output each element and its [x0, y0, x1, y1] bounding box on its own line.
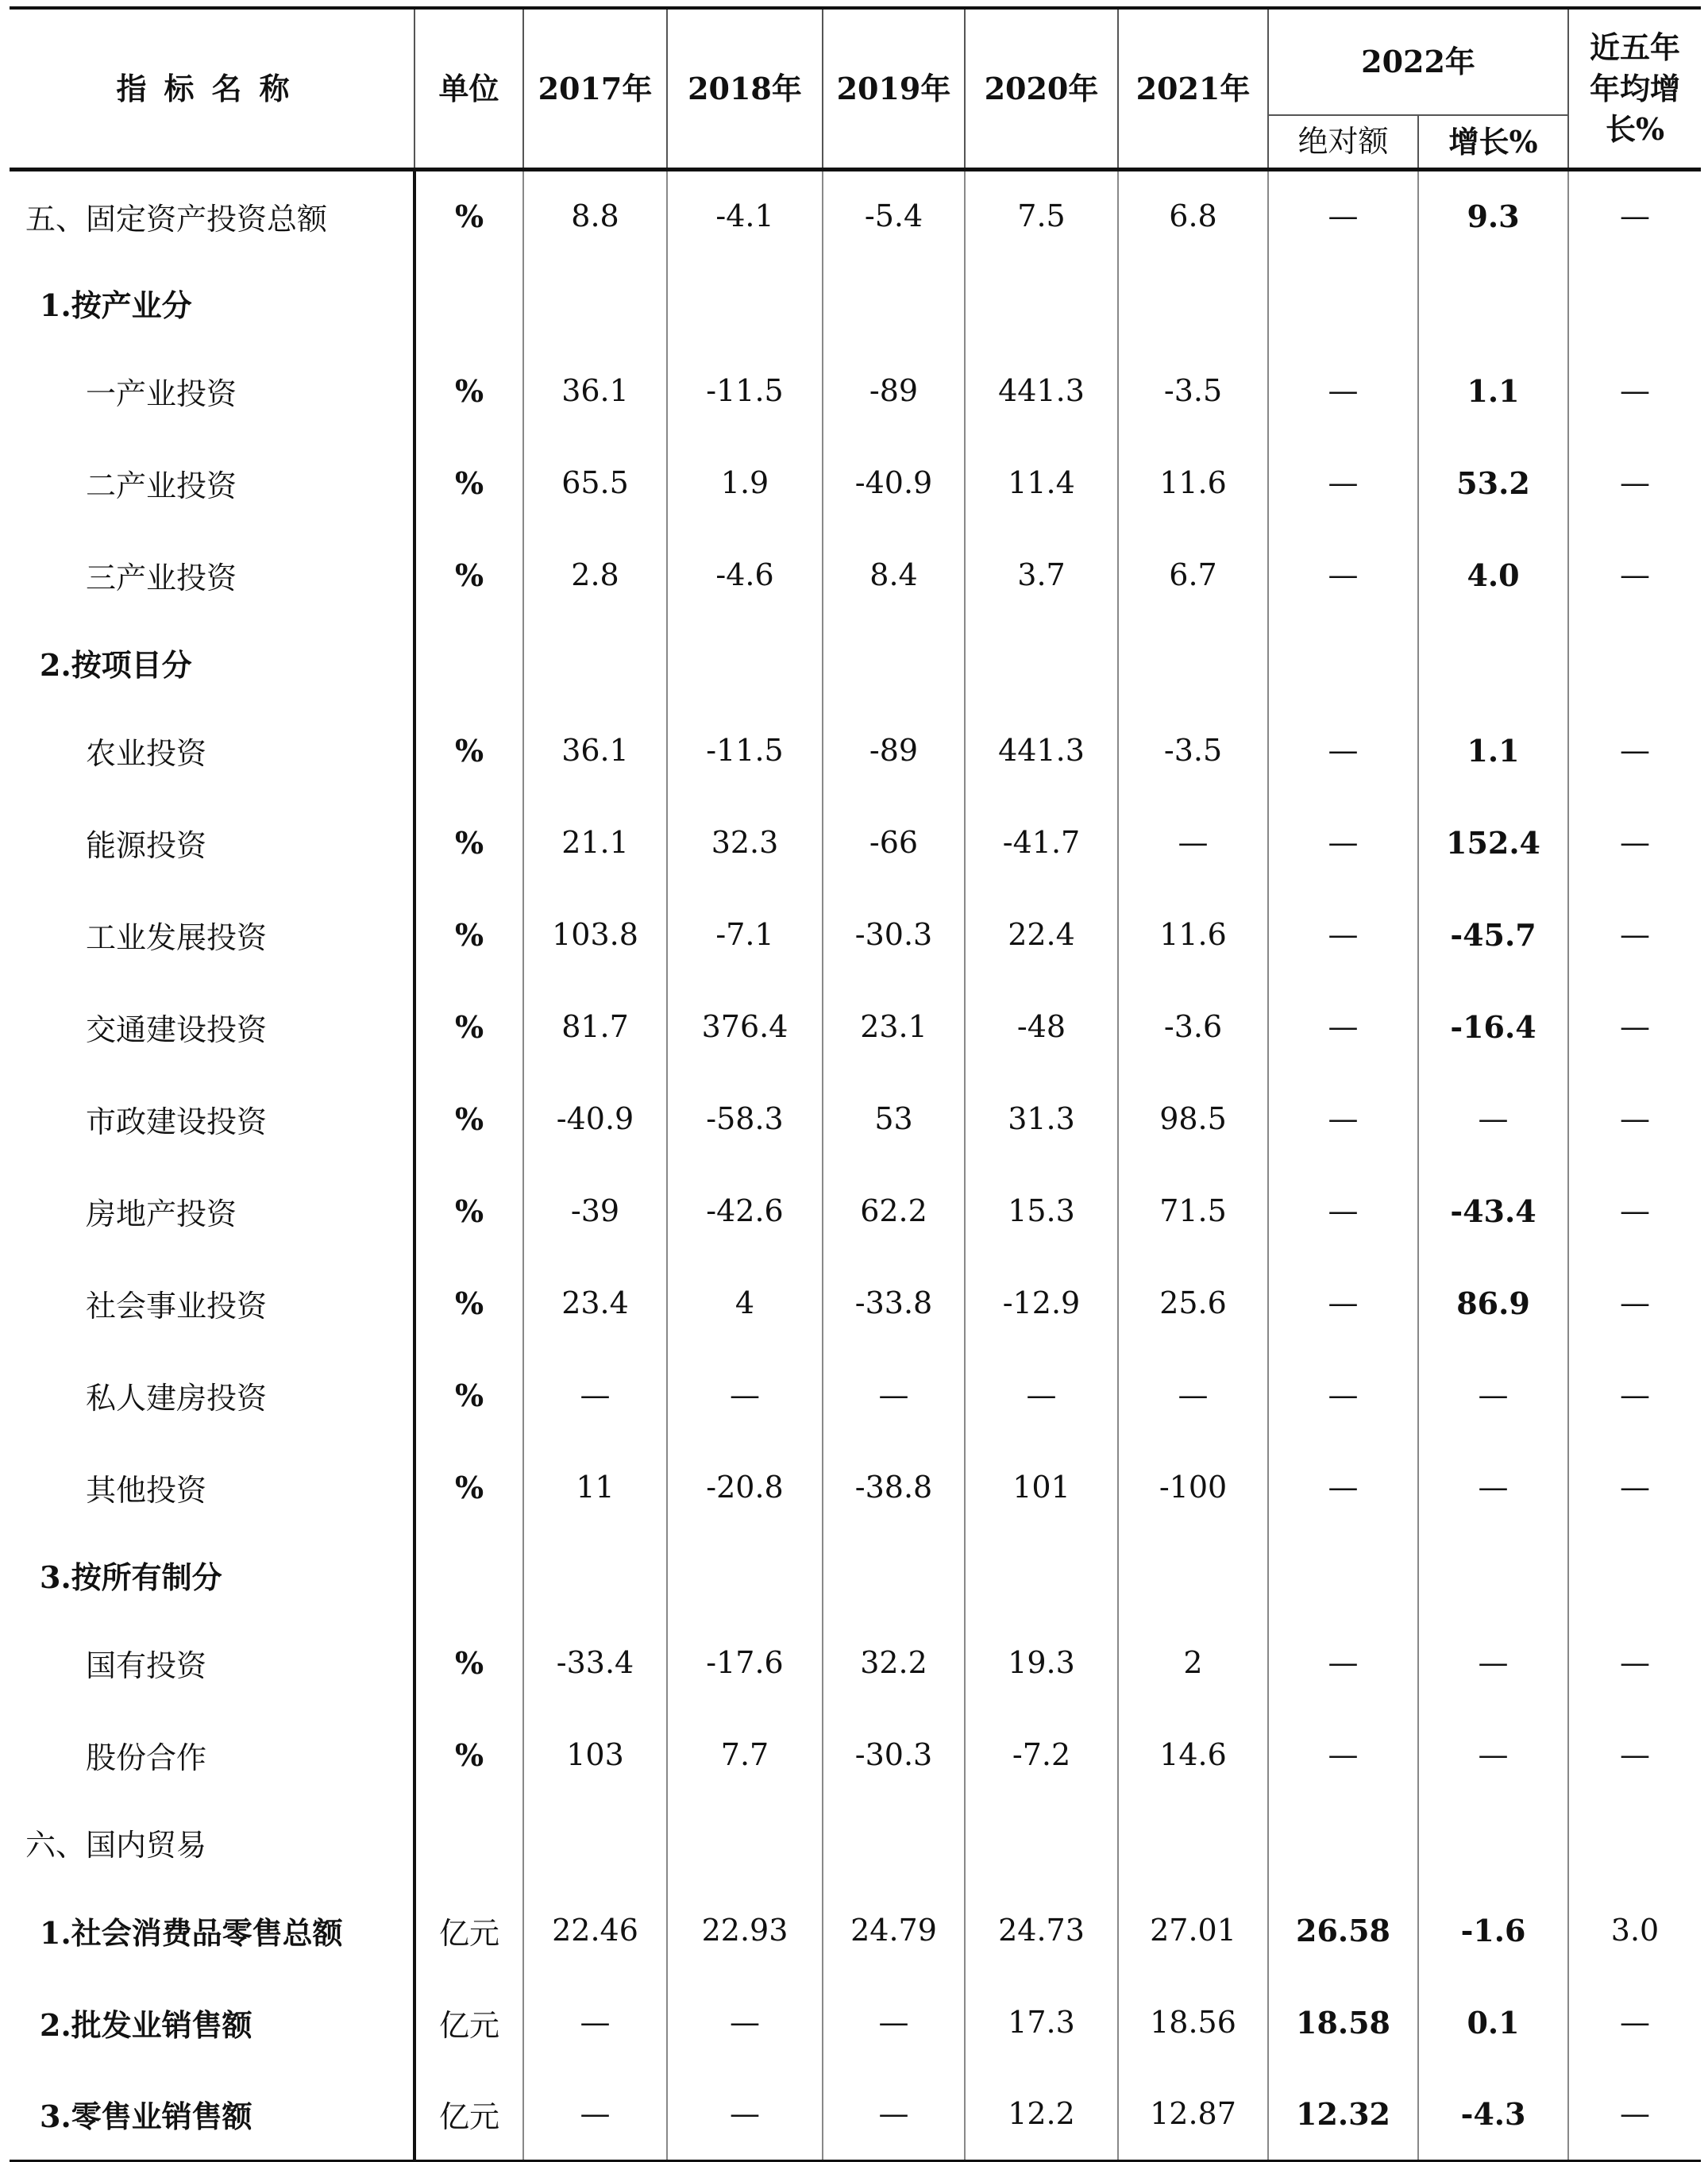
row-value [1568, 1801, 1701, 1884]
row-value: 26.58 [1268, 1884, 1418, 1976]
row-value: -3.6 [1118, 981, 1268, 1073]
row-label: 三产业投资 [10, 529, 414, 621]
row-value [1418, 261, 1568, 345]
row-value: 17.3 [965, 1976, 1118, 2068]
row-value: — [1418, 1709, 1568, 1801]
row-value: 23.4 [523, 1257, 667, 1349]
row-value: 12.87 [1118, 2068, 1268, 2160]
table-row [10, 1165, 1701, 1257]
row-value [1118, 261, 1268, 345]
row-unit [414, 261, 523, 345]
row-value: — [1620, 917, 1651, 952]
header-five-year-avg: 近五年年均增长% [1568, 8, 1701, 169]
row-value: — [1620, 1378, 1651, 1412]
row-value: -30.3 [823, 888, 965, 981]
row-value [1268, 621, 1418, 704]
row-value: 22.46 [523, 1884, 667, 1976]
row-label: 农业投资 [10, 704, 414, 796]
row-value [1418, 621, 1568, 704]
row-value: 11.6 [1118, 437, 1268, 529]
row-unit: 亿元 [414, 2068, 523, 2160]
row-value: -66 [823, 796, 965, 888]
row-value: — [1268, 796, 1418, 888]
row-value: 8.4 [823, 529, 965, 621]
row-label: 二产业投资 [10, 437, 414, 529]
row-value: 53 [823, 1073, 965, 1165]
row-value: -100 [1118, 1441, 1268, 1533]
row-value: — [1118, 1349, 1268, 1441]
row-value [965, 1801, 1118, 1884]
row-value [965, 621, 1118, 704]
row-value: — [1418, 1617, 1568, 1709]
row-label: 股份合作 [10, 1709, 414, 1801]
row-value: — [1268, 1617, 1418, 1709]
row-value: 53.2 [1418, 437, 1568, 529]
row-label: 3.零售业销售额 [10, 2068, 414, 2160]
row-value: 6.7 [1118, 529, 1268, 621]
table-row [10, 1884, 1701, 1976]
row-value: — [523, 2068, 667, 2160]
row-value: 32.2 [823, 1617, 965, 1709]
row-value: 441.3 [965, 704, 1118, 796]
table-row [10, 437, 1701, 529]
header-year-2022: 2022年 [1268, 8, 1568, 115]
row-value: -40.9 [523, 1073, 667, 1165]
row-value: — [1268, 1441, 1418, 1533]
row-unit: % [414, 1165, 523, 1257]
row-value: — [1620, 1009, 1651, 1044]
row-value: 31.3 [965, 1073, 1118, 1165]
table-row [10, 1441, 1701, 1533]
row-value: 27.01 [1118, 1884, 1268, 1976]
row-value [965, 1533, 1118, 1617]
row-value [1418, 1801, 1568, 1884]
row-value: 152.4 [1418, 796, 1568, 888]
row-value [1568, 1533, 1701, 1617]
row-value [523, 621, 667, 704]
row-value: -7.2 [965, 1709, 1118, 1801]
row-value: -17.6 [667, 1617, 823, 1709]
row-value: 1.1 [1418, 345, 1568, 437]
table-row [10, 1533, 1701, 1617]
row-value [523, 261, 667, 345]
row-value: -89 [823, 704, 965, 796]
row-value: — [1118, 796, 1268, 888]
row-value: — [1620, 198, 1651, 234]
row-value: -58.3 [667, 1073, 823, 1165]
row-value: — [1418, 1349, 1568, 1441]
row-value: — [1268, 981, 1418, 1073]
row-value: — [1620, 733, 1651, 768]
table-body [10, 169, 1701, 2160]
row-value: — [1620, 1193, 1651, 1228]
row-label: 2.批发业销售额 [10, 1976, 414, 2068]
row-unit: % [414, 1617, 523, 1709]
row-value: 81.7 [523, 981, 667, 1073]
row-value [823, 621, 965, 704]
row-value [1568, 621, 1701, 704]
row-value: 24.79 [823, 1884, 965, 1976]
header-year-2017: 2017年 [523, 8, 667, 169]
table-row [10, 1976, 1701, 2068]
row-value: 18.58 [1268, 1976, 1418, 2068]
row-value: 3.7 [965, 529, 1118, 621]
row-value [1118, 1533, 1268, 1617]
table-row [10, 1709, 1701, 1801]
row-unit: % [414, 345, 523, 437]
row-value: 15.3 [965, 1165, 1118, 1257]
row-label: 1.社会消费品零售总额 [10, 1884, 414, 1976]
row-value: 2.8 [523, 529, 667, 621]
row-value: — [1620, 373, 1651, 408]
row-value: 22.93 [667, 1884, 823, 1976]
row-label: 房地产投资 [10, 1165, 414, 1257]
row-unit [414, 1533, 523, 1617]
row-value: — [1620, 1285, 1651, 1320]
row-value: 1.9 [667, 437, 823, 529]
row-value: 103.8 [523, 888, 667, 981]
row-label: 私人建房投资 [10, 1349, 414, 1441]
row-value: -12.9 [965, 1257, 1118, 1349]
row-unit [414, 1801, 523, 1884]
row-value: 4.0 [1418, 529, 1568, 621]
row-value [1568, 261, 1701, 345]
row-value: -33.8 [823, 1257, 965, 1349]
table-row [10, 796, 1701, 888]
row-value: — [1268, 1165, 1418, 1257]
row-value: -11.5 [667, 704, 823, 796]
row-value: — [1268, 437, 1418, 529]
row-value: — [823, 1349, 965, 1441]
row-value: 23.1 [823, 981, 965, 1073]
row-unit: % [414, 1709, 523, 1801]
row-value: -20.8 [667, 1441, 823, 1533]
header-absolute: 绝对额 [1268, 115, 1418, 169]
row-value [667, 621, 823, 704]
row-value: -48 [965, 981, 1118, 1073]
row-value: — [1620, 1737, 1651, 1772]
header-year-2019: 2019年 [823, 8, 965, 169]
row-label: 五、固定资产投资总额 [10, 169, 414, 261]
row-value: — [1418, 1441, 1568, 1533]
row-value: -43.4 [1418, 1165, 1568, 1257]
row-value: — [823, 1976, 965, 2068]
row-value [1268, 261, 1418, 345]
row-value [823, 1533, 965, 1617]
table-row [10, 1257, 1701, 1349]
table-row [10, 704, 1701, 796]
row-value: 7.7 [667, 1709, 823, 1801]
row-value [1268, 1533, 1418, 1617]
row-value: 6.8 [1118, 169, 1268, 261]
row-value: -33.4 [523, 1617, 667, 1709]
row-value: 4 [667, 1257, 823, 1349]
row-value: — [667, 1976, 823, 2068]
row-value: -11.5 [667, 345, 823, 437]
row-value: -1.6 [1418, 1884, 1568, 1976]
row-value [523, 1801, 667, 1884]
row-value: 32.3 [667, 796, 823, 888]
table-row [10, 529, 1701, 621]
header-growth: 增长% [1418, 115, 1568, 169]
row-value [667, 261, 823, 345]
row-value: — [1268, 529, 1418, 621]
row-value: -42.6 [667, 1165, 823, 1257]
row-value [965, 261, 1118, 345]
table-row [10, 2068, 1701, 2160]
row-label: 国有投资 [10, 1617, 414, 1709]
header-year-2020: 2020年 [965, 8, 1118, 169]
row-value: — [823, 2068, 965, 2160]
table-row [10, 981, 1701, 1073]
row-label: 一产业投资 [10, 345, 414, 437]
table-row [10, 621, 1701, 704]
row-unit: % [414, 704, 523, 796]
row-value: -3.5 [1118, 345, 1268, 437]
row-value: 376.4 [667, 981, 823, 1073]
row-unit: % [414, 1441, 523, 1533]
row-value: 0.1 [1418, 1976, 1568, 2068]
row-value: -41.7 [965, 796, 1118, 888]
row-value: -5.4 [823, 169, 965, 261]
row-value: — [523, 1976, 667, 2068]
row-value: 9.3 [1418, 169, 1568, 261]
row-value: 71.5 [1118, 1165, 1268, 1257]
row-label: 社会事业投资 [10, 1257, 414, 1349]
row-value [667, 1801, 823, 1884]
row-label: 交通建设投资 [10, 981, 414, 1073]
row-value: -40.9 [823, 437, 965, 529]
table-row [10, 888, 1701, 981]
row-value: 1.1 [1418, 704, 1568, 796]
row-value: -16.4 [1418, 981, 1568, 1073]
row-value: 86.9 [1418, 1257, 1568, 1349]
row-value: -30.3 [823, 1709, 965, 1801]
row-value: -38.8 [823, 1441, 965, 1533]
header-year-2018: 2018年 [667, 8, 823, 169]
row-value: — [1620, 1101, 1651, 1136]
row-value: 25.6 [1118, 1257, 1268, 1349]
row-unit [414, 621, 523, 704]
row-label: 3.按所有制分 [10, 1533, 414, 1617]
row-value: — [1568, 2068, 1701, 2160]
row-value: 441.3 [965, 345, 1118, 437]
row-value [523, 1533, 667, 1617]
row-unit: % [414, 1349, 523, 1441]
row-value: — [1620, 465, 1651, 500]
row-value: 14.6 [1118, 1709, 1268, 1801]
row-value: 22.4 [965, 888, 1118, 981]
row-value: — [1268, 345, 1418, 437]
row-value: -45.7 [1418, 888, 1568, 981]
row-value: 36.1 [523, 345, 667, 437]
table-row [10, 261, 1701, 345]
row-value: 12.32 [1268, 2068, 1418, 2160]
row-label: 其他投资 [10, 1441, 414, 1533]
row-label: 能源投资 [10, 796, 414, 888]
row-value: -4.1 [667, 169, 823, 261]
table-row [10, 1801, 1701, 1884]
header-year-2021: 2021年 [1118, 8, 1268, 169]
header-unit: 单位 [414, 8, 523, 169]
row-unit: 亿元 [414, 1884, 523, 1976]
row-unit: % [414, 1073, 523, 1165]
row-value: 11 [523, 1441, 667, 1533]
row-value [1418, 1533, 1568, 1617]
row-value: — [1620, 557, 1651, 592]
row-value: 12.2 [965, 2068, 1118, 2160]
row-value: 65.5 [523, 437, 667, 529]
header-row [10, 8, 1701, 115]
row-value [823, 1801, 965, 1884]
row-value: — [1268, 1257, 1418, 1349]
row-value: -7.1 [667, 888, 823, 981]
row-unit: % [414, 796, 523, 888]
row-value: 2 [1118, 1617, 1268, 1709]
row-value: 101 [965, 1441, 1118, 1533]
row-value: — [523, 1349, 667, 1441]
row-value: 3.0 [1610, 1913, 1660, 1948]
row-value: — [1268, 1709, 1418, 1801]
row-value: — [1268, 169, 1418, 261]
row-unit: % [414, 888, 523, 981]
row-label: 市政建设投资 [10, 1073, 414, 1165]
table-row [10, 1617, 1701, 1709]
row-value [667, 1533, 823, 1617]
row-label: 工业发展投资 [10, 888, 414, 981]
row-value [823, 261, 965, 345]
row-value: — [1620, 1470, 1651, 1505]
row-unit: % [414, 437, 523, 529]
row-value: — [1268, 888, 1418, 981]
row-value: -3.5 [1118, 704, 1268, 796]
row-unit: % [414, 981, 523, 1073]
row-value: -89 [823, 345, 965, 437]
row-value: — [1268, 704, 1418, 796]
row-value: -39 [523, 1165, 667, 1257]
row-value: — [1268, 1349, 1418, 1441]
row-value: 18.56 [1118, 1976, 1268, 2068]
row-value: — [1418, 1073, 1568, 1165]
row-unit: % [414, 169, 523, 261]
table-row [10, 345, 1701, 437]
row-unit: 亿元 [414, 1976, 523, 2068]
row-value [1268, 1801, 1418, 1884]
table-row [10, 1073, 1701, 1165]
statistics-table [10, 6, 1701, 2162]
row-value: 7.5 [965, 169, 1118, 261]
row-value: 21.1 [523, 796, 667, 888]
row-value: 11.6 [1118, 888, 1268, 981]
row-unit: % [414, 529, 523, 621]
row-value: -4.6 [667, 529, 823, 621]
row-label: 六、国内贸易 [10, 1801, 414, 1884]
table-row [10, 169, 1701, 261]
row-value: — [965, 1349, 1118, 1441]
row-value: — [667, 2068, 823, 2160]
row-value: 24.73 [965, 1884, 1118, 1976]
table-row [10, 1349, 1701, 1441]
row-value [1118, 1801, 1268, 1884]
row-value: 98.5 [1118, 1073, 1268, 1165]
row-value: — [1620, 1645, 1651, 1680]
row-value [1118, 621, 1268, 704]
row-value: — [667, 1349, 823, 1441]
row-unit: % [414, 1257, 523, 1349]
row-value: — [1620, 825, 1651, 860]
row-value: 62.2 [823, 1165, 965, 1257]
row-value: — [1620, 2005, 1651, 2040]
row-label: 1.按产业分 [10, 261, 414, 345]
row-value: 103 [523, 1709, 667, 1801]
header-indicator-name: 指标名称 [10, 8, 414, 169]
row-value: -4.3 [1418, 2068, 1568, 2160]
row-value: 36.1 [523, 704, 667, 796]
row-value: 11.4 [965, 437, 1118, 529]
row-value: 8.8 [523, 169, 667, 261]
row-label: 2.按项目分 [10, 621, 414, 704]
row-value: 19.3 [965, 1617, 1118, 1709]
row-value: — [1268, 1073, 1418, 1165]
